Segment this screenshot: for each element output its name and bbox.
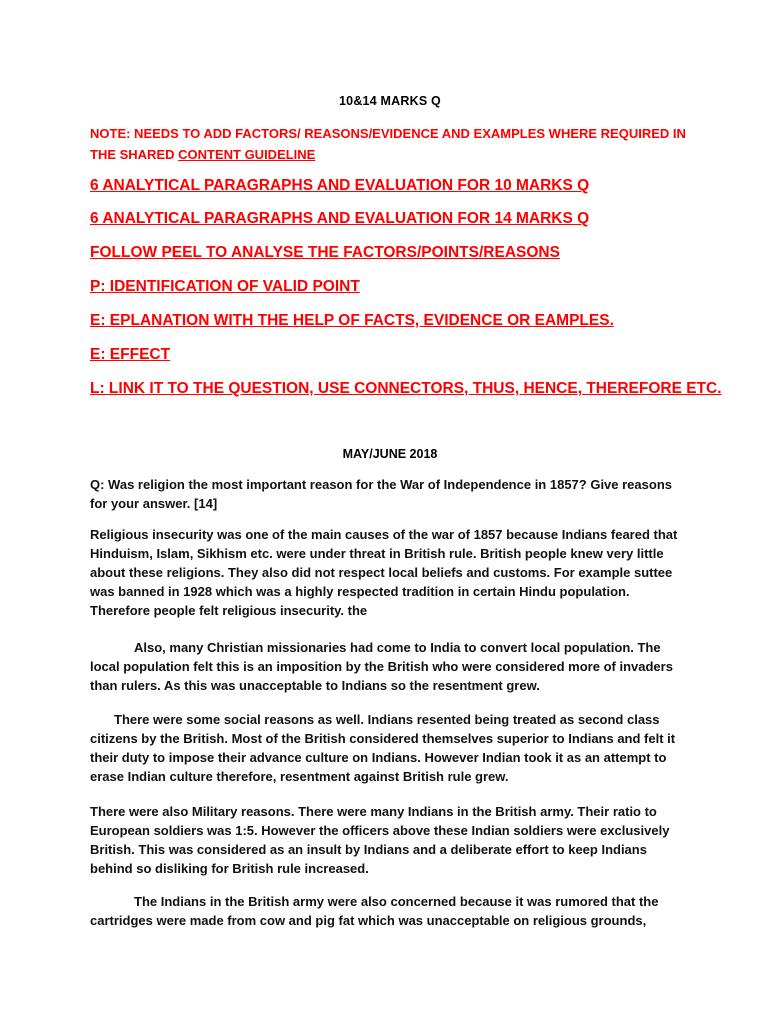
paragraph-social: There were some social reasons as well. Indians resented being treated as second class citizens by the British. Most of the British considered themselves superior to Indians and felt it their duty to impose their advance culture on Indians. However Indian took it as an attempt to erase Indian culture therefore, resentment against British rule grew. [90, 712, 676, 784]
heading-follow-peel: FOLLOW PEEL TO ANALYSE THE FACTORS/POINTS/REASONS [90, 244, 560, 261]
note-prefix: NOTE: NEEDS TO ADD FACTORS/ REASONS/EVIDENCE AND EXAMPLES WHERE REQUIRED IN THE SHARED [90, 126, 686, 162]
document-title: 10&14 MARKS Q [339, 94, 441, 108]
heading-10-marks: 6 ANALYTICAL PARAGRAPHS AND EVALUATION FOR 10 MARKS Q [90, 177, 590, 194]
question-text: Q: Was religion the most important reason for the War of Independence in 1857? Give reasons for your answer. [14] [90, 477, 672, 511]
content-guideline-link[interactable]: CONTENT GUIDELINE [178, 147, 316, 162]
paragraph-cartridges: The Indians in the British army were also concerned because it was rumored that the cartridges were made from cow and pig fat which was unacceptable on religious grounds, [90, 894, 659, 928]
heading-14-marks: 6 ANALYTICAL PARAGRAPHS AND EVALUATION FOR 14 MARKS Q [90, 210, 590, 227]
heading-peel-p: P: IDENTIFICATION OF VALID POINT [90, 278, 360, 295]
paragraph-missionaries: Also, many Christian missionaries had come to India to convert local population. The local population felt this is an imposition by the British who were considered more of invaders than rulers. As this was unacceptable to Indians so the resentment grew. [90, 640, 673, 693]
paragraph-military: There were also Military reasons. There were many Indians in the British army. Their ratio to European soldiers was 1:5. However the officers above these Indian soldiers were exclusively British. This was considered as an insult by Indians and a deliberate effort to keep Indians behind so disliking for British rule increased. [90, 804, 670, 876]
heading-peel-e-explanation: E: EPLANATION WITH THE HELP OF FACTS, EVIDENCE OR EAMPLES. [90, 312, 614, 329]
section-title: MAY/JUNE 2018 [342, 447, 438, 461]
heading-peel-l: L: LINK IT TO THE QUESTION, USE CONNECTORS, THUS, HENCE, THEREFORE ETC. [90, 380, 722, 397]
note-text [90, 123, 690, 165]
heading-peel-e-effect: E: EFFECT [90, 346, 171, 363]
paragraph-religious: Religious insecurity was one of the main causes of the war of 1857 because Indians feared that Hinduism, Islam, Sikhism etc. were under threat in British rule. British people knew very little about these religions. They also did not respect local beliefs and customs. For example suttee was banned in 1928 which was a highly respected tradition in certain Hindu population. Therefore people felt religious insecurity. the [90, 527, 678, 618]
